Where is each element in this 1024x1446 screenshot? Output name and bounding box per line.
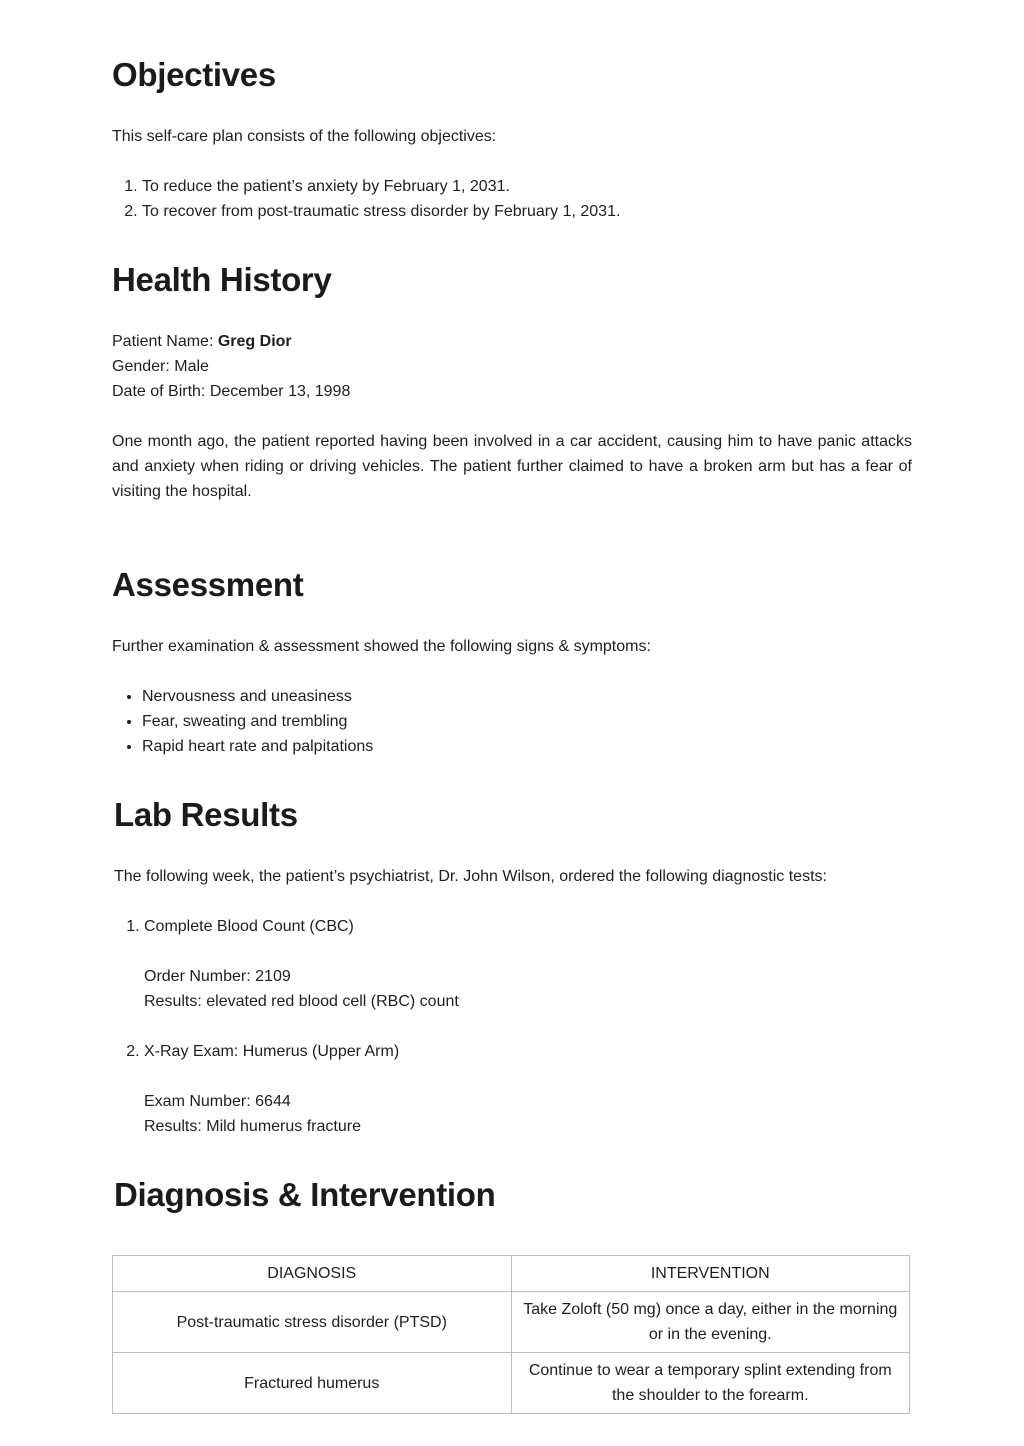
lab-test-result: Results: Mild humerus fracture — [144, 1118, 361, 1135]
symptom-item: • Fear, sweating and trembling — [142, 709, 373, 734]
lab-test-name: Complete Blood Count (CBC) — [144, 918, 354, 935]
section-heading-assessment: Assessment — [112, 566, 304, 603]
patient-name-value: Greg Dior — [217, 333, 292, 350]
diagnosis-table — [112, 1255, 910, 1414]
intervention-cell: Continue to wear a temporary splint extending from the shoulder to the forearm. — [511, 1353, 910, 1414]
objectives-intro: This self-care plan consists of the following objectives: — [112, 128, 497, 145]
diagnosis-cell: Post-traumatic stress disorder (PTSD) — [113, 1292, 512, 1353]
section-heading-health-history: Health History — [112, 261, 332, 298]
patient-info — [112, 329, 350, 404]
lab-test-item — [144, 1039, 459, 1139]
patient-gender: Gender: Male — [112, 358, 209, 375]
symptoms-list — [112, 684, 373, 759]
table-row — [113, 1353, 910, 1414]
intervention-cell: Take Zoloft (50 mg) once a day, either in the morning or in the evening. — [511, 1292, 910, 1353]
column-header-intervention: INTERVENTION — [511, 1256, 910, 1292]
symptom-item: • Nervousness and uneasiness — [142, 684, 373, 709]
symptom-item: • Rapid heart rate and palpitations — [142, 734, 373, 759]
lab-test-item — [144, 914, 459, 1014]
lab-test-name: X-Ray Exam: Humerus (Upper Arm) — [144, 1043, 400, 1060]
patient-name-line — [112, 329, 350, 354]
section-heading-diagnosis: Diagnosis & Intervention — [114, 1176, 496, 1213]
health-history-narrative: One month ago, the patient reported having been involved in a car accident, causing him to have panic attacks and anxiety when riding or driving vehicles. The patient further claimed to have a broken arm but has a fear of visiting the hospital. — [112, 433, 912, 500]
column-header-diagnosis: DIAGNOSIS — [113, 1256, 512, 1292]
objectives-list — [112, 174, 620, 224]
lab-test-number: Order Number: 2109 — [144, 968, 291, 985]
section-heading-lab-results: Lab Results — [114, 796, 298, 833]
objective-item: 2. To recover from post-traumatic stress disorder by February 1, 2031. — [142, 199, 620, 224]
patient-dob: Date of Birth: December 13, 1998 — [112, 383, 351, 400]
lab-test-number: Exam Number: 6644 — [144, 1093, 291, 1110]
patient-name-label: Patient Name: — [112, 333, 214, 350]
section-heading-objectives: Objectives — [112, 56, 276, 93]
lab-test-result: Results: elevated red blood cell (RBC) count — [144, 993, 459, 1010]
lab-tests-list — [114, 914, 459, 1164]
table-header-row — [113, 1256, 910, 1292]
lab-results-intro: The following week, the patient’s psychiatrist, Dr. John Wilson, ordered the following diagnostic tests: — [114, 868, 827, 885]
assessment-intro: Further examination & assessment showed the following signs & symptoms: — [112, 638, 651, 655]
table-row — [113, 1292, 910, 1353]
objective-item: 1. To reduce the patient’s anxiety by February 1, 2031. — [142, 174, 620, 199]
diagnosis-cell: Fractured humerus — [113, 1353, 512, 1414]
